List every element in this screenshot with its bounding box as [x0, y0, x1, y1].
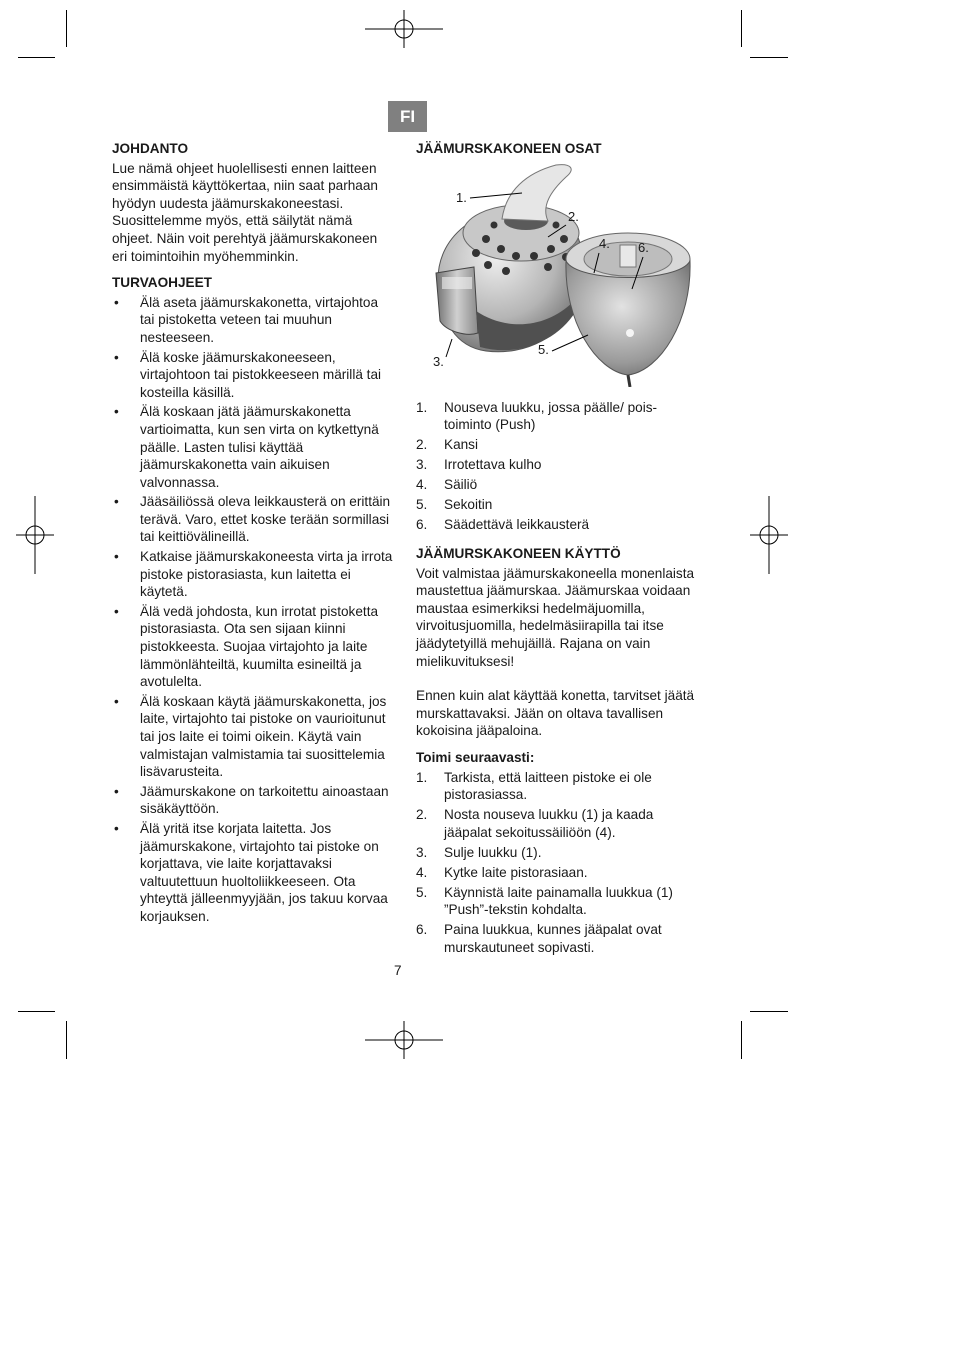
right-column — [416, 140, 696, 959]
safety-item: • Jääsäiliössä oleva leikkausterä on erittäin terävä. Varo, ettet koske terään sormillasi tai keittiövälineillä. — [112, 493, 394, 546]
crop-mark — [18, 57, 55, 58]
registration-mark-bottom — [365, 1021, 443, 1059]
callout-1: 1. — [456, 189, 467, 205]
registration-mark-left — [16, 496, 54, 574]
intro-text: Lue nämä ohjeet huolellisesti ennen laitteen ensimmäistä käyttökertaa, niin saat parhaan hyödyn uudesta jäämurskakoneestasi. Suosittelemme myös, että säilytät nämä ohjeet. Näin voit perehtyä jäämurskakoneen eri toimintoihin myöhemminkin. — [112, 160, 378, 264]
usage-paragraph: Voit valmistaa jäämurskakoneella monenlaista maustettua jäämurskaa. Jäämurskaa voidaan maustaa esimerkiksi hedelmäjuomilla, virvoitusjuomilla, hedelmäsiirapilla tai itse jäädytetyillä mehujäillä. Rajana on vain mielikuvituksesi! — [416, 565, 695, 669]
usage-heading: JÄÄMURSKAKONEEN KÄYTTÖ — [416, 546, 621, 562]
left-column — [112, 140, 394, 928]
parts-list — [416, 399, 696, 534]
callout-2: 2. — [568, 208, 579, 224]
safety-item: • Älä koskaan käytä jäämurskakonetta, jos laite, virtajohto tai pistoke on vaurioitunut tai jos laite ei toimi oikein. Käytä vain valmistajan valmistamia tai suosittelemia lisävarusteita. — [112, 693, 394, 781]
parts-list-item: 2. Kansi — [416, 437, 479, 453]
crop-mark — [66, 1021, 67, 1059]
safety-heading: TURVAOHJEET — [112, 275, 212, 291]
safety-item: • Katkaise jäämurskakoneesta virta ja irrota pistoke pistorasiasta, kun laitetta ei käytetä. — [112, 548, 394, 601]
parts-list-item: 3. Irrotettava kulho — [416, 457, 542, 473]
step-item: 6. Paina luukkua, kunnes jääpalat ovat murskautuneet sopivasti. — [416, 922, 662, 955]
parts-list-item: 6. Säädettävä leikkausterä — [416, 517, 590, 533]
crop-mark — [750, 1011, 788, 1012]
step-item: 5. Käynnistä laite painamalla luukkua (1) ”Push”-tekstin kohdalta. — [416, 884, 673, 918]
registration-mark-right — [750, 496, 788, 574]
parts-illustration — [416, 161, 696, 387]
callout-4: 4. — [599, 235, 610, 251]
safety-list — [112, 294, 394, 926]
usage-paragraph: Ennen kuin alat käyttää konetta, tarvitset jäätä murskattavaksi. Jään on oltava tavallisen kokoisina jääpaloina. — [416, 688, 695, 739]
step-item: 3. Sulje luukku (1). — [416, 844, 542, 860]
intro-heading: JOHDANTO — [112, 141, 189, 156]
safety-item: • Älä aseta jäämurskakonetta, virtajohtoa tai pistoketta veteen tai muuhun nesteeseen. — [112, 294, 394, 347]
steps-heading: Toimi seuraavasti: — [416, 750, 535, 766]
safety-item: • Älä koskaan jätä jäämurskakonetta vartioimatta, kun sen virta on kytkettynä päälle. Lasten tulisi käyttää jäämurskakonetta vain aikuisen valvonnassa. — [112, 403, 394, 491]
step-item: 2. Nosta nouseva luukku (1) ja kaada jääpalat sekoitussäiliöön (4). — [416, 807, 654, 840]
safety-item: • Älä vedä johdosta, kun irrotat pistoketta pistorasiasta. Ota sen sijaan kiinni pistokkeesta. Suojaa virtajohto ja laite lämmönlähteiltä, kuumilta esineiltä ja avotulelta. — [112, 603, 394, 691]
parts-list-item: 4. Säiliö — [416, 477, 478, 493]
parts-list-item: 5. Sekoitin — [416, 497, 493, 513]
crop-mark — [741, 10, 742, 47]
safety-item: • Älä yritä itse korjata laitetta. Jos jäämurskakone, virtajohto tai pistoke on korjattava, vie laite korjattavaksi valtuutettuun huoltoliikkeeseen. Ota yhteyttä jälleenmyyjään, jos takuu korvaa korjauksen. — [112, 820, 394, 926]
callout-3: 3. — [433, 353, 444, 369]
step-item: 1. Tarkista, että laitteen pistoke ei ole pistorasiassa. — [416, 769, 652, 803]
callout-5: 5. — [538, 341, 549, 357]
crop-mark — [66, 10, 67, 47]
crop-mark — [18, 1011, 55, 1012]
steps-list — [416, 769, 696, 957]
safety-item: • Älä koske jäämurskakoneeseen, virtajohtoon tai pistokkeeseen märillä tai kosteilla käsillä. — [112, 349, 394, 402]
registration-mark-top — [365, 10, 443, 48]
callout-6: 6. — [638, 239, 649, 255]
parts-heading: JÄÄMURSKAKONEEN OSAT — [416, 141, 602, 156]
language-badge: FI — [388, 101, 427, 132]
page-number: 7 — [394, 963, 402, 978]
crop-mark — [750, 57, 788, 58]
parts-list-item: 1. Nouseva luukku, jossa päälle/ pois-toiminto (Push) — [416, 399, 658, 433]
step-item: 4. Kytke laite pistorasiaan. — [416, 864, 588, 880]
crop-mark — [741, 1021, 742, 1059]
safety-item: • Jäämurskakone on tarkoitettu ainoastaan sisäkäyttöön. — [112, 783, 394, 818]
